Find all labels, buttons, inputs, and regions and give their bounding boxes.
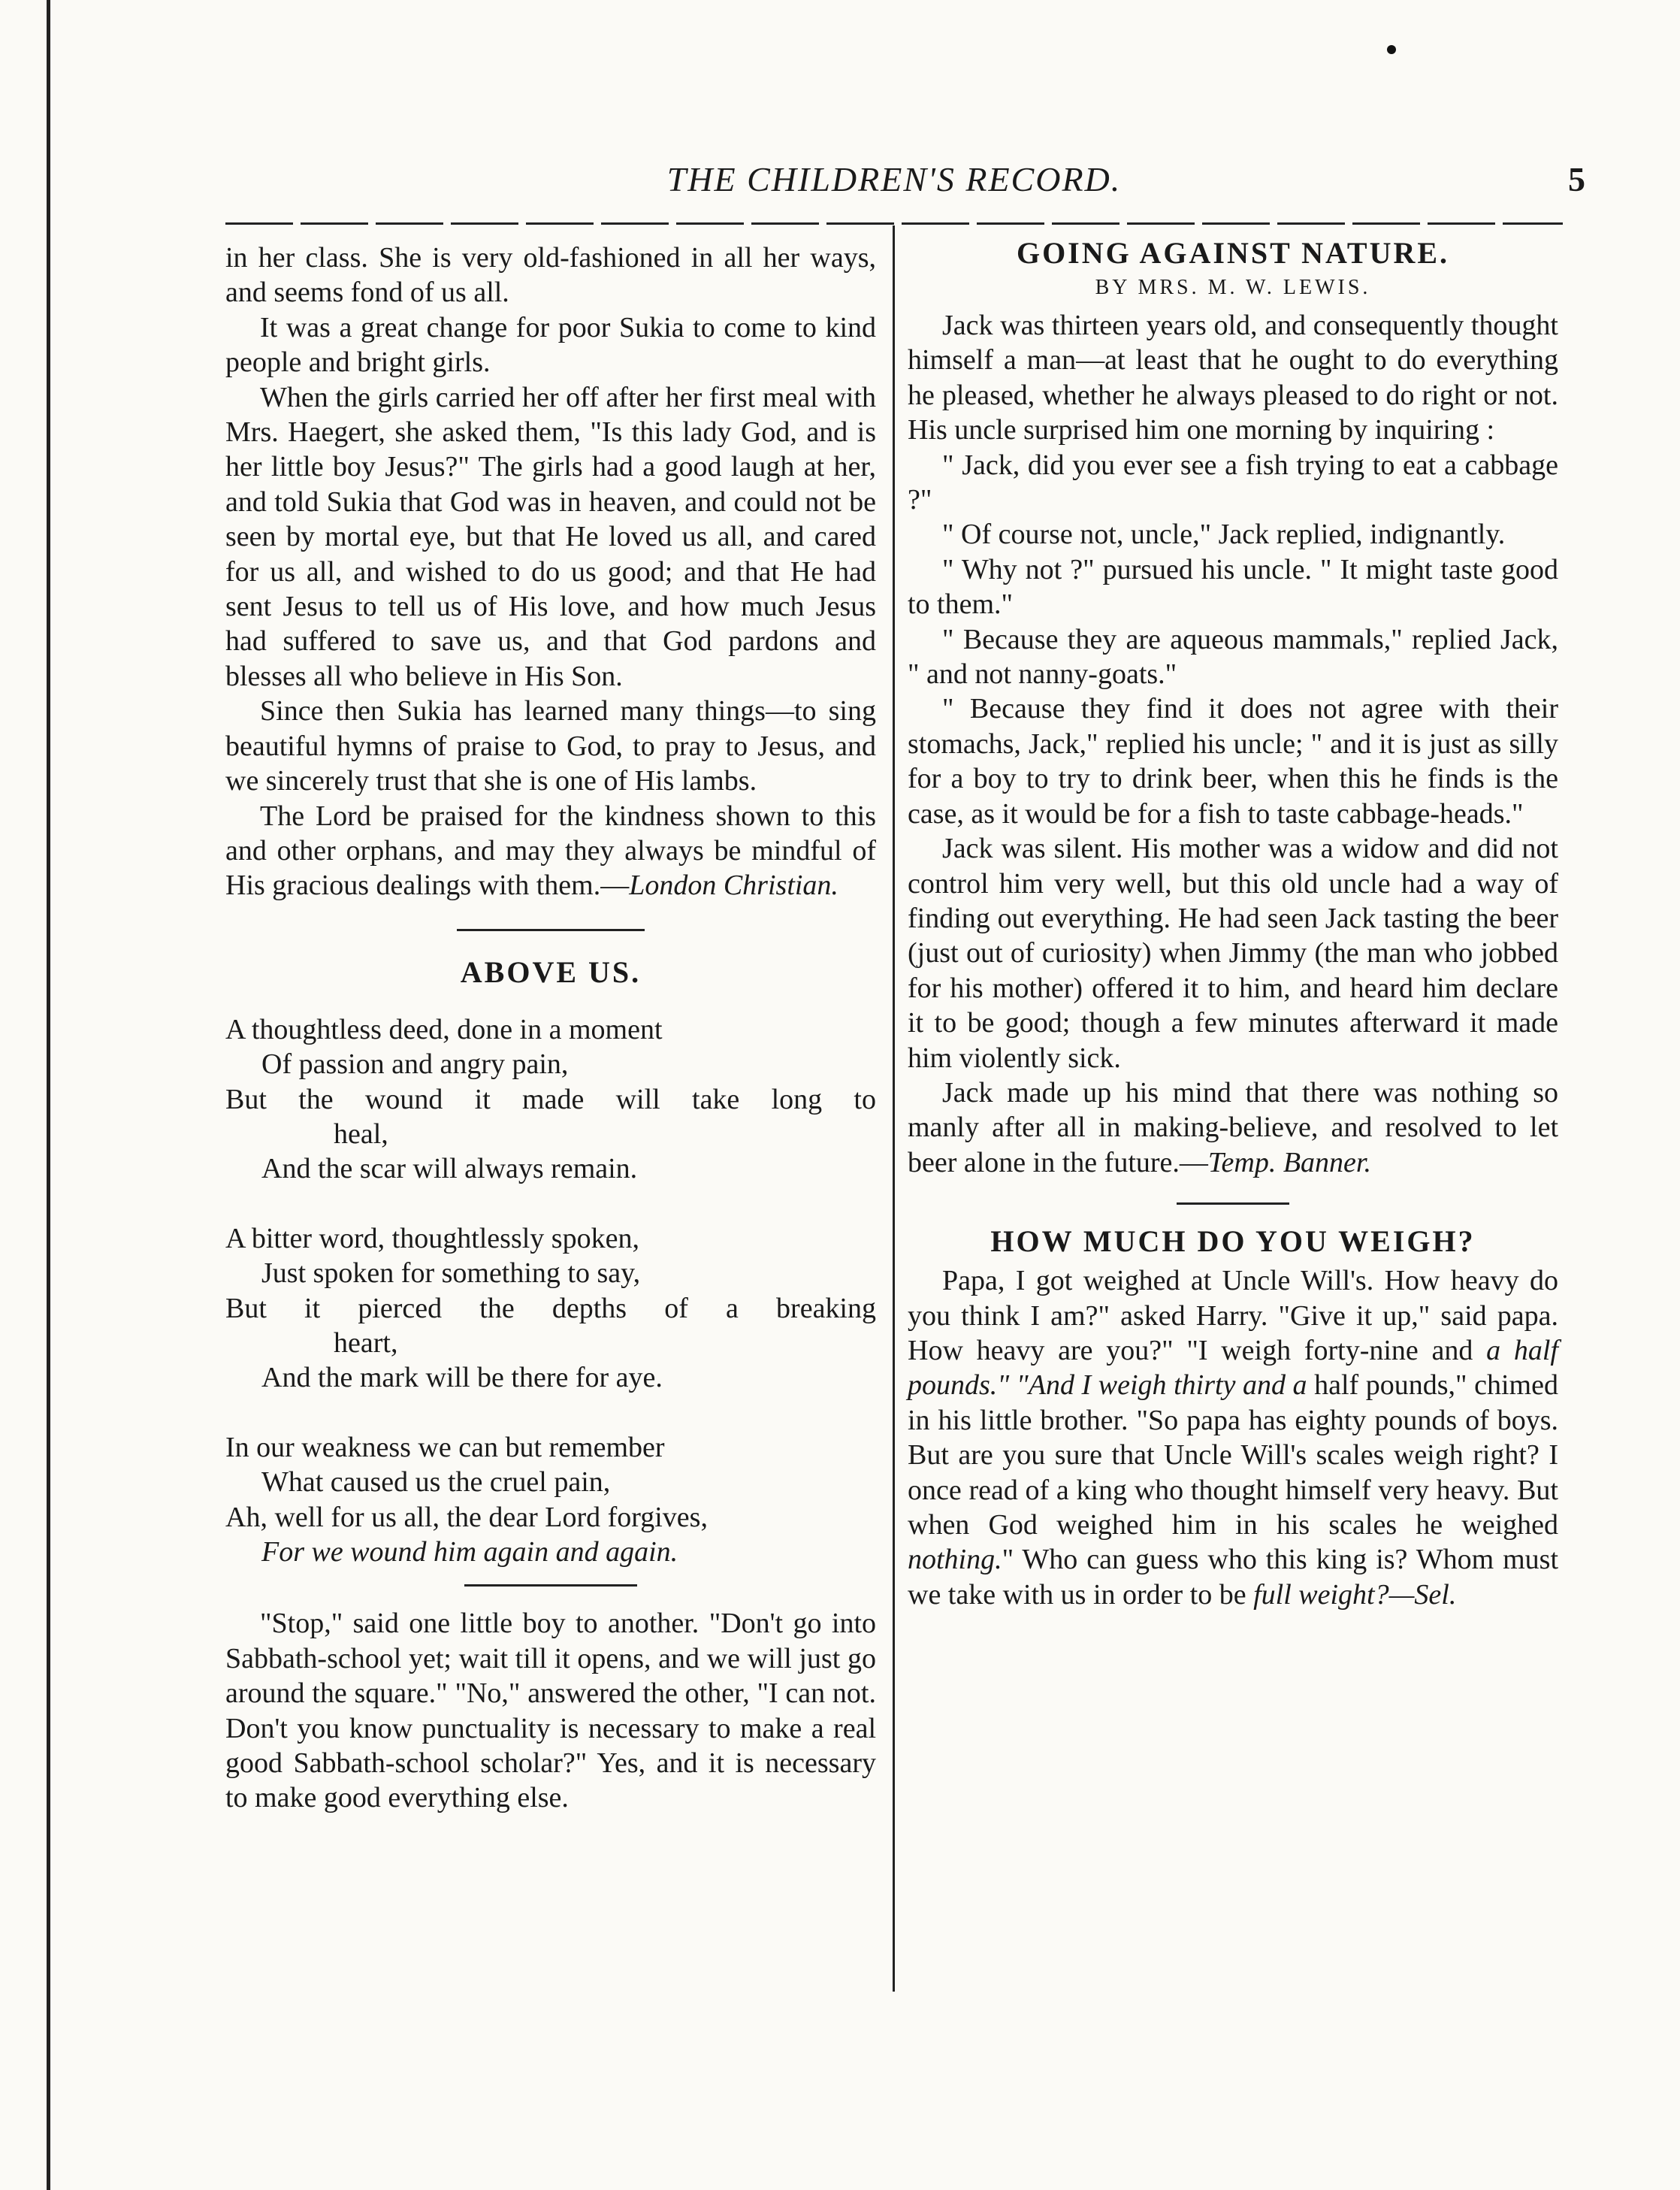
going-against-nature-story: [908, 308, 1558, 1180]
poem-line: But the wound it made will take long to: [225, 1083, 876, 1115]
section-rule: [1177, 1202, 1289, 1205]
italic-text-run: full weight?—Sel.: [1253, 1578, 1457, 1611]
paragraph: When the girls carried her off after her first meal with Mrs. Haegert, she asked them, "Is this lady God, and is her little boy Jesus?" The girls had a good laugh at her, and told Sukia that God was in heaven, and could not be seen by mortal eye, but that He loved us all, and cared for us all, and wished to do us good; and that He had sent Jesus to tell us of His love, and how much Jesus had suffered to save us, and that God pardons and blesses all who believe in His Son.: [225, 381, 876, 692]
text-run: " Who can guess who this king is? Whom must we take with us in order to be: [908, 1544, 1558, 1611]
italic-text-run: a half pounds." "And I weigh thirty and a: [908, 1334, 1558, 1402]
paragraph: " Of course not, uncle," Jack replied, indignantly.: [942, 519, 1506, 551]
poem-line: A bitter word, thoughtlessly spoken,: [225, 1222, 639, 1254]
paragraph: [908, 1263, 1558, 1612]
orphan-story: [225, 240, 876, 903]
paragraph: " Because they find it does not agree with their stomachs, Jack," replied his uncle; " and it is just as silly for a boy to try to drink beer, when this he finds is the case, as it would be for a fish to taste cabbage-heads.": [908, 693, 1558, 830]
poem-line: For we wound him again and again.: [261, 1536, 678, 1568]
paragraph: " Because they are aqueous mammals," replied Jack, " and not nanny-goats.": [908, 623, 1558, 691]
paragraph: "Stop," said one little boy to another. "Don't go into Sabbath-school yet; wait till it opens, and we will just go around the square." "No," answered the other, "I can not. Don't you know punctuality is necessary to make a real good Sabbath-school scholar?" Yes, and it is necessary to make good everything else.: [225, 1608, 876, 1814]
poem-title: ABOVE US.: [460, 954, 642, 989]
paragraph: [908, 1075, 1558, 1180]
poem-stanza: [225, 1012, 876, 1187]
poem: [225, 1012, 876, 1570]
poem-line: In our weakness we can but remember: [225, 1431, 665, 1463]
paragraph: Since then Sukia has learned many things—to sing beautiful hymns of praise to God, to pray to Jesus, and we sincerely trust that she is one of His lambs.: [225, 695, 876, 797]
paragraph: Jack was thirteen years old, and consequently thought himself a man—at least that he ought to do everything he pleased, whether he always pleased to do right or not. His uncle surprised him one morning by inquiring :: [908, 310, 1558, 446]
source-attribution: Temp. Banner.: [1207, 1146, 1371, 1178]
header-rule: [225, 222, 1563, 225]
poem-line: A thoughtless deed, done in a moment: [225, 1013, 663, 1045]
left-column: [225, 240, 876, 1816]
paragraph: " Jack, did you ever see a fish trying to eat a cabbage ?": [908, 449, 1558, 516]
text-run: half pounds," chimed in his little brother. "So papa has eighty pounds of boys. But are you sure that Uncle Will's scales weigh right? I once read of a king who thought himself very heavy. But when God weighed him in his scales he weighed: [908, 1369, 1558, 1541]
ink-dot: [1387, 45, 1396, 54]
poem-line: heart,: [334, 1326, 398, 1359]
margin-rule: [47, 0, 50, 2190]
sabbath-school-story: [225, 1606, 876, 1815]
source-attribution: London Christian.: [629, 870, 838, 902]
right-column: [908, 236, 1558, 1612]
paragraph-text: The Lord be praised for the kindness shown to this and other orphans, and may they always be mindful of His gracious dealings with them.—: [225, 800, 876, 902]
paragraph: [225, 799, 876, 903]
poem-line: What caused us the cruel pain,: [261, 1466, 611, 1499]
italic-text-run: nothing.: [908, 1544, 1002, 1576]
section-rule: [464, 1584, 637, 1587]
paragraph: " Why not ?" pursued his uncle. " It might taste good to them.": [908, 553, 1558, 621]
poem-line: heal,: [334, 1118, 388, 1150]
poem-stanza: [225, 1221, 876, 1396]
poem-line: And the mark will be there for aye.: [261, 1362, 663, 1394]
paragraph: It was a great change for poor Sukia to come to kind people and bright girls.: [225, 311, 876, 379]
poem-line: Just spoken for something to say,: [261, 1257, 641, 1290]
page-number: 5: [1568, 160, 1585, 198]
column-divider: [893, 225, 895, 1992]
poem-line: But it pierced the depths of a breaking: [225, 1292, 876, 1324]
story-title: HOW MUCH DO YOU WEIGH?: [990, 1224, 1476, 1259]
poem-line: Ah, well for us all, the dear Lord forgives,: [225, 1501, 708, 1533]
poem-stanza: [225, 1430, 876, 1570]
page-header: [225, 159, 1585, 204]
poem-line: Of passion and angry pain,: [261, 1048, 569, 1081]
story-byline: BY MRS. M. W. LEWIS.: [1095, 276, 1371, 299]
paragraph: Jack was silent. His mother was a widow and did not control him very well, but this old uncle had a way of finding out everything. He had seen Jack tasting the beer (just out of curiosity) when Jimmy (the man who jobbed for his mother) offered it to him, and heard him declare it to be good; though a few minutes afterward it made him violently sick.: [908, 833, 1558, 1074]
story-title: GOING AGAINST NATURE.: [1016, 236, 1450, 270]
text-run: Papa, I got weighed at Uncle Will's. How heavy do you think I am?" asked Harry. "Give it up," said papa. How heavy are you?" "I weigh forty-nine and: [908, 1265, 1558, 1366]
paragraph: in her class. She is very old-fashioned in all her ways, and seems fond of us all.: [225, 242, 876, 309]
paragraph-text: Jack made up his mind that there was nothing so manly after all in making-believe, and resolved to let beer alone in the future.—: [908, 1076, 1558, 1178]
publication-title: THE CHILDREN'S RECORD.: [666, 160, 1122, 198]
section-rule: [457, 929, 645, 931]
poem-line: And the scar will always remain.: [261, 1153, 638, 1185]
how-much-do-you-weigh-story: [908, 1263, 1558, 1612]
